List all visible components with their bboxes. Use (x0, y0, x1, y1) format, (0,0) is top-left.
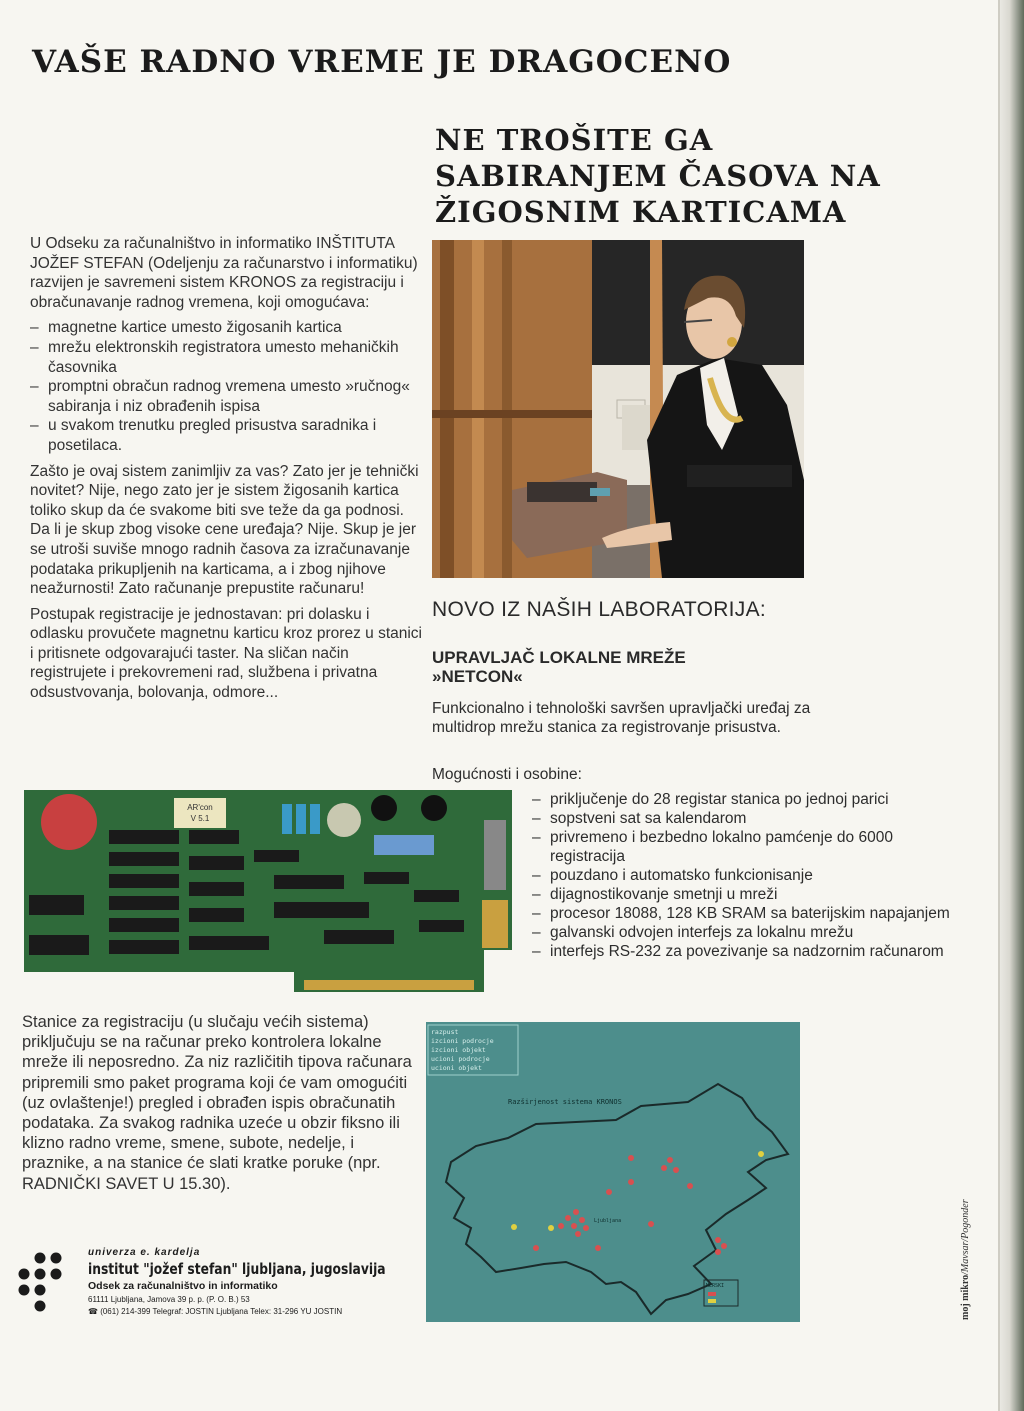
circuit-board-photo (24, 790, 512, 992)
map-dot (628, 1155, 634, 1161)
contact-line: ☎ (061) 214-399 Telegraf: JOSTIN Ljubljana Telex: 31-296 YU JOSTIN (88, 1307, 343, 1316)
map-dot (595, 1245, 601, 1251)
ijs-logo (16, 1250, 76, 1316)
edge-connector (482, 900, 508, 948)
page-fold-line (998, 0, 1000, 1411)
battery-icon (41, 794, 97, 850)
institute-name: institut "jožef stefan" ljubljana, jugoslavija (88, 1260, 386, 1278)
list-item: – privremeno i bezbedno lokalno pamćenje do 6000 registracija (532, 828, 960, 866)
institute-footer (88, 1247, 418, 1316)
city-label: Ljubljana (594, 1218, 622, 1224)
list-item: – priključenje do 28 registar stanica po jednoj parici (532, 790, 960, 809)
map-dot (606, 1189, 612, 1195)
procedure-paragraph: Postupak registracije je jednostavan: pri dolasku i odlasku provučete magnetnu karticu kroz prorez u stanici i pritisnete odgovarajući taster. Na sličan način registrujete i prekovremeni rad, službena i privatna odsustvovanja, bolovanja, odmore... (30, 605, 423, 702)
subhead-line: SABIRANJEM ČASOVA NA (435, 159, 881, 193)
stations-paragraph: Stanice za registraciju (u slučaju većih sistema) priključuju se na računar preko kontrolera lokalne mreže ili neposredno. Za niz različitih tipova računara pripremili smo paket programa koji će vam omogućiti (uz ovlaštenje!) pregled i obrađen ispis obračunatih podataka. Za svakog radnika uzeće u obzir fiksno ili klizno radno vreme, smene, subote, nedelje, i praznike, a na stanice će slati kratke poruke (npr. RADNIČKI SAVET U 15.30). (22, 1013, 412, 1193)
subhead (435, 122, 881, 230)
features-list (532, 790, 960, 961)
list-item: – magnetne kartice umesto žigosanih kartica (30, 318, 422, 338)
intro-paragraph: U Odseku za računalništvo in informatiko INŠTITUTA JOŽEF STEFAN (Odeljenju za računarstvo i informatiku) razvijen je savremeni sistem KRONOS za registraciju i obračunavanje radnog vremena, koji omogućava: (30, 235, 418, 311)
map-dot (548, 1225, 554, 1231)
map-legend-label: MERSKI (706, 1283, 725, 1289)
product-title-line: UPRAVLJAČ LOKALNE MREŽE (432, 648, 686, 667)
menu-item: ucioni podrocje (431, 1055, 490, 1063)
product-description: Funkcionalno i tehnološki savršen upravljački uređaj za multidrop mrežu stanica za registrovanje prisustva. (432, 700, 811, 736)
map-dot (673, 1167, 679, 1173)
page-credit (960, 1170, 974, 1320)
map-dot (667, 1157, 673, 1163)
magazine-name: moj mikro (960, 1274, 971, 1320)
menu-item: izcioni objekt (431, 1046, 486, 1054)
list-item: – promptni obračun radnog vremena umesto »ručnog« sabiranja i niz obrađenih ispisa (30, 377, 422, 416)
crystal-component (327, 803, 361, 837)
map-dot (628, 1179, 634, 1185)
list-item: – procesor 18088, 128 KB SRAM sa baterijskim napajanjem (532, 904, 960, 923)
woman-swiping-card-photo (432, 240, 804, 578)
monitor-map-screenshot (426, 1022, 800, 1322)
capacitors (282, 804, 320, 834)
map-dot (533, 1245, 539, 1251)
postal-address: 61111 Ljubljana, Jamova 39 p. p. (P. O. B.) 53 (88, 1295, 250, 1304)
headline: VAŠE RADNO VREME JE DRAGOCENO (32, 44, 732, 80)
department-name: Odsek za računalništvo in informatiko (88, 1280, 278, 1292)
dip-switch (374, 835, 434, 855)
university-name: univerza e. kardelja (88, 1247, 201, 1258)
list-item: – interfejs RS-232 za povezivanje sa nadzornim računarom (532, 942, 960, 961)
legend-swatch (708, 1292, 716, 1296)
map-dot (687, 1183, 693, 1189)
map-dot (661, 1165, 667, 1171)
list-item: – mrežu elektronskih registratora umesto mehaničkih časovnika (30, 338, 422, 377)
why-paragraph: Zašto je ovaj sistem zanimljiv za vas? Zato jer je tehnički novitet? Nije, nego zato jer je sistem žigosanih kartica toliko skup da će svakome biti sve teže da ga podnosi. Da li je skup zbog visoke cene uređaja? Nije. Skup je jer se utroši suviše mnogo radnih časova za izračunavanje podataka prikupljenih na karticama, a i zbog njihove neažurnosti! Zato računanje prepustite računaru! (30, 462, 419, 598)
features-label: Mogućnosti i osobine: (432, 766, 582, 783)
list-item: – pouzdano i automatsko funkcionisanje (532, 866, 960, 885)
map-title: Razširjenost sistema KRONOS (508, 1098, 622, 1106)
legend-swatch (708, 1299, 716, 1303)
lab-title: NOVO IZ NAŠIH LABORATORIJA: (432, 598, 767, 621)
subhead-line: ŽIGOSNIM KARTICAMA (435, 195, 847, 229)
serial-connector (484, 820, 506, 890)
ferrite-core (371, 795, 397, 821)
product-title (432, 648, 686, 686)
map-dot (648, 1221, 654, 1227)
menu-item: razpust (431, 1028, 459, 1036)
intro-column (30, 234, 422, 709)
map-dot (511, 1224, 517, 1230)
credit-authors: /Mavsar/Pogonder (960, 1199, 971, 1275)
eprom-version-text: V 5.1 (190, 814, 210, 823)
ferrite-core (421, 795, 447, 821)
subhead-line: NE TROŠITE GA (435, 123, 714, 157)
eprom-label-text: AR'con (187, 803, 213, 812)
map-dot (758, 1151, 764, 1157)
product-title-line: »NETCON« (432, 667, 523, 686)
list-item: – galvanski odvojen interfejs za lokalnu mrežu (532, 923, 960, 942)
page-edge (1000, 0, 1024, 1411)
menu-item: ucioni objekt (431, 1064, 482, 1072)
list-item: – dijagnostikovanje smetnji u mreži (532, 885, 960, 904)
menu-item: izcioni podrocje (431, 1037, 494, 1045)
intro-bullet-list (30, 318, 422, 455)
list-item: – sopstveni sat sa kalendarom (532, 809, 960, 828)
list-item: – u svakom trenutku pregled prisustva saradnika i posetilaca. (30, 416, 422, 455)
bus-contacts (304, 980, 474, 990)
